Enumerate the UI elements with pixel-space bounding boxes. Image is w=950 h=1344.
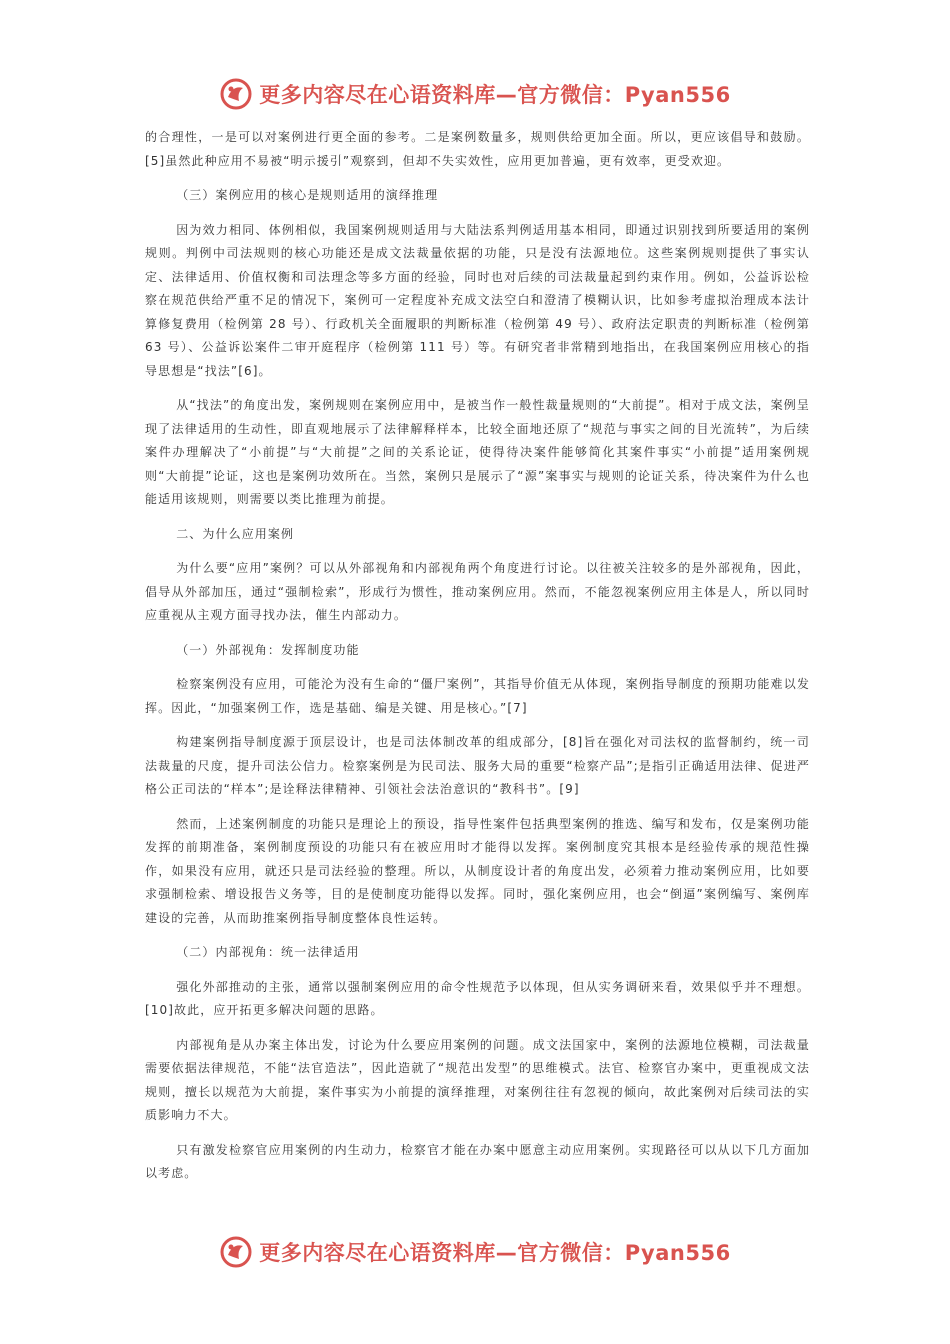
paragraph-4: 为什么要“应用”案例？可以从外部视角和内部视角两个角度进行讨论。以往被关注较多的是外部视角，因此，倡导从外部加压，通过“强制检索”，形成行为惯性，推动案例应用。然而，不能忽视案例应用主体是人，所以同时应重视从主观方面寻找办法，催生内部动力。	[145, 561, 810, 622]
section-heading-2: 二、为什么应用案例	[176, 526, 295, 541]
article-body	[145, 126, 810, 1197]
paragraph-7: 然而，上述案例制度的功能只是理论上的预设，指导性案件包括典型案例的推选、编写和发布，仅是案例功能发挥的前期准备，案例制度预设的功能只有在被应用时才能得以发挥。案例制度究其根本是经验传承的规范性操作，如果没有应用，就还只是司法经验的整理。所以，从制度设计者的角度出发，必须着力推动案例应用，比如要求强制检索、增设报告义务等，目的是使制度功能得以发挥。同时，强化案例应用，也会“倒逼”案例编写、案例库建设的完善，从而助推案例指导制度整体良性运转。	[145, 816, 810, 925]
paragraph-2: 因为效力相同、体例相似，我国案例规则适用与大陆法系判例适用基本相同，即通过识别找到所要适用的案例规则。判例中司法规则的核心功能还是成文法裁量依据的功能，只是没有法源地位。这些案例规则提供了事实认定、法律适用、价值权衡和司法理念等多方面的经验，同时也对后续的司法裁量起到约束作用。例如，公益诉讼检察在规范供给严重不足的情况下，案例可一定程度补充成文法空白和澄清了模糊认识，比如参考虚拟治理成本法计算修复费用（检例第 28 号）、行政机关全面履职的判断标准（检例第 49 号）、政府法定职责的判断标准（检例第 63 号）、公益诉讼案件二审开庭程序（检例第 111 号）等。有研究者非常精到地指出，在我国案例应用核心的指导思想是“找法”[6]。	[145, 222, 810, 378]
watermark-suffix: 官方微信：Pyan556	[517, 1241, 731, 1265]
watermark-main: 更多内容尽在心语资料库	[259, 83, 496, 107]
paragraph-10: 只有激发检察官应用案例的内生动力，检察官才能在办案中愿意主动应用案例。实现路径可以从以下几方面加以考虑。	[145, 1142, 810, 1180]
section-heading-3: （三）案例应用的核心是规则适用的演绎推理	[176, 188, 439, 202]
seal-logo-icon	[219, 1235, 253, 1269]
watermark-text	[259, 1237, 730, 1267]
paragraph-6: 构建案例指导制度源于顶层设计，也是司法体制改革的组成部分，[8]旨在强化对司法权的监督制约，统一司法裁量的尺度，提升司法公信力。检察案例是为民司法、服务大局的重要“检察产品”;是指引正确适用法律、促进严格公正司法的“样本”;是诠释法律精神、引领社会法治意识的“教科书”。[9]	[145, 735, 810, 796]
watermark-suffix: 官方微信：Pyan556	[517, 83, 731, 107]
paragraph-8: 强化外部推动的主张，通常以强制案例应用的命令性规范予以体现，但从实务调研来看，效果似乎并不理想。[10]故此，应开拓更多解决问题的思路。	[145, 979, 810, 1017]
watermark-main: 更多内容尽在心语资料库	[259, 1241, 496, 1265]
paragraph-9: 内部视角是从办案主体出发，讨论为什么要应用案例的问题。成文法国家中，案例的法源地位模糊，司法裁量需要依据法律规范，不能“法官造法”，因此造就了“规范出发型”的思维模式。法官、检察官办案中，更重视成文法规则，擅长以规范为大前提，案件事实为小前提的演绎推理，对案例往往有忽视的倾向，故此案例对后续司法的实质影响力不大。	[145, 1037, 810, 1122]
watermark-separator: —	[495, 83, 518, 107]
watermark-text	[259, 79, 730, 109]
subsection-heading-2: （二）内部视角：统一法律适用	[176, 945, 360, 959]
seal-logo-icon	[219, 77, 253, 111]
paragraph-1: 的合理性，一是可以对案例进行更全面的参考。二是案例数量多，规则供给更加全面。所以，更应该倡导和鼓励。[5]虽然此种应用不易被“明示援引”观察到，但却不失实效性，应用更加普遍，更有效率，更受欢迎。	[145, 130, 810, 168]
paragraph-3: 从“找法”的角度出发，案例规则在案例应用中，是被当作一般性裁量规则的“大前提”。相对于成文法，案例呈现了法律适用的生动性，即直观地展示了法律解释样本，比较全面地还原了“规范与事实之间的目光流转”，为后续案件办理解决了“小前提”与“大前提”之间的关系论证，使得待决案件能够简化其案件事实“小前提”适用案例规则“大前提”论证，这也是案例功效所在。当然，案例只是展示了“源”案事实与规则的论证关系，待决案件为什么也能适用该规则，则需要以类比推理为前提。	[145, 398, 810, 506]
paragraph-5: 检察案例没有应用，可能沦为没有生命的“僵尸案例”，其指导价值无从体现，案例指导制度的预期功能难以发挥。因此，“加强案例工作，选是基础、编是关键、用是核心。”[7]	[145, 677, 810, 715]
watermark-separator: —	[495, 1241, 518, 1265]
subsection-heading-1: （一）外部视角：发挥制度功能	[176, 642, 360, 657]
watermark-banner-top	[0, 74, 950, 114]
watermark-banner-bottom	[0, 1232, 950, 1272]
